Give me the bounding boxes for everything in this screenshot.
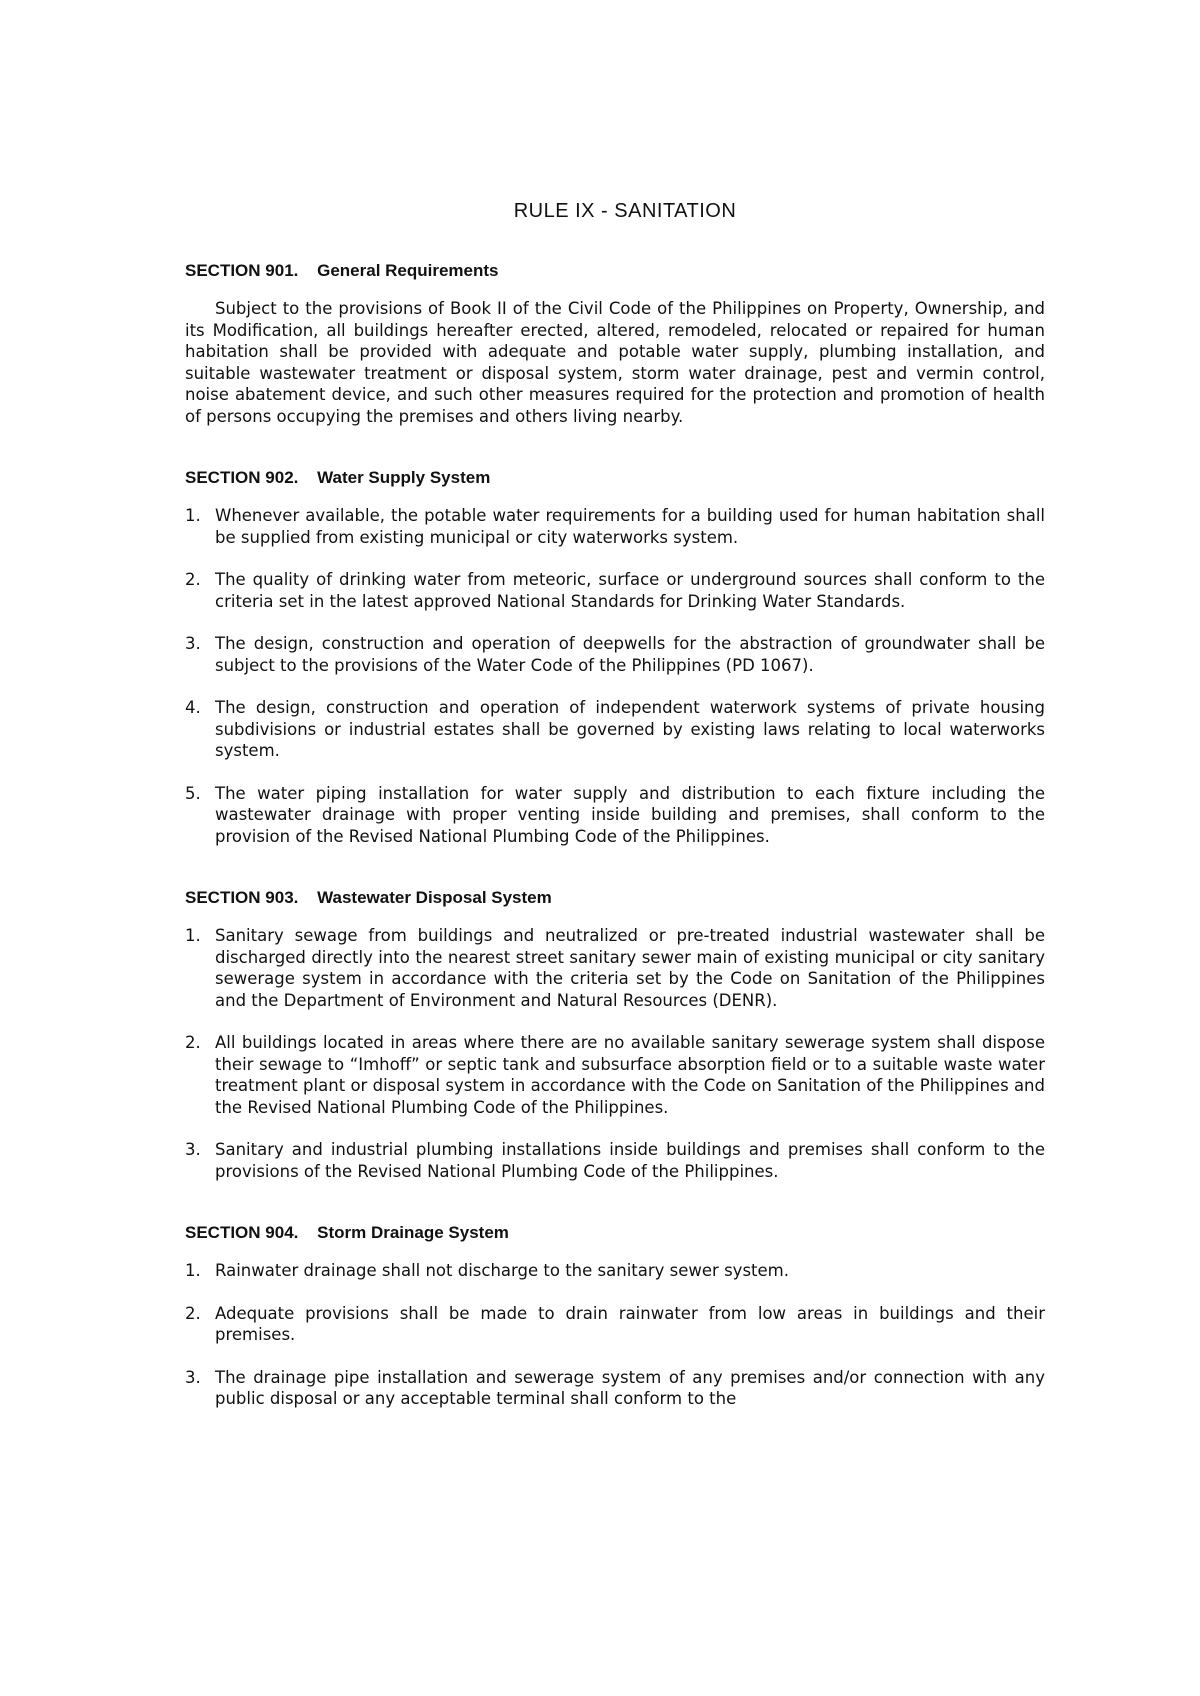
numbered-list [185,505,1045,847]
list-item [185,1032,1045,1118]
section-heading [185,468,1045,488]
list-item [185,1139,1045,1182]
list-item [185,569,1045,612]
document-page [185,200,1045,1451]
section-number: SECTION 904. [185,1223,299,1242]
list-item [185,1367,1045,1410]
section-title: Water Supply System [317,468,491,487]
list-marker: 2. [185,1033,201,1052]
list-item [185,633,1045,676]
numbered-list [185,925,1045,1182]
list-marker: 5. [185,783,201,803]
list-marker: 3. [185,1140,201,1159]
list-item [185,697,1045,762]
section-number: SECTION 901. [185,261,299,280]
list-item-text: The quality of drinking water from meteoric, surface or underground sources shall conform to the criteria set in the latest approved National Standards for Drinking Water Standards. [215,570,1045,611]
list-item-text: All buildings located in areas where there are no available sanitary sewerage system shall dispose their sewage to “Imhoff” or septic tank and subsurface absorption field or to a suitable waste water treatment plant or disposal system in accordance with the Code on Sanitation of the Philippines and the Revised National Plumbing Code of the Philippines. [215,1033,1045,1117]
list-item [185,925,1045,1011]
section-903 [185,888,1045,1182]
section-902 [185,468,1045,847]
page-title: RULE IX - SANITATION [513,200,737,222]
section-title: Wastewater Disposal System [317,888,552,907]
list-marker: 2. [185,570,201,589]
list-marker: 4. [185,698,201,717]
section-title: General Requirements [317,261,499,280]
list-marker: 3. [185,1367,201,1387]
list-marker: 1. [185,926,201,945]
section-901 [185,261,1045,427]
list-item [185,1303,1045,1346]
list-item-text: The design, construction and operation of deepwells for the abstraction of groundwater shall be subject to the provisions of the Water Code of the Philippines (PD 1067). [215,634,1045,675]
section-number: SECTION 903. [185,888,299,907]
list-item-text: Sanitary and industrial plumbing installations inside buildings and premises shall conform to the provisions of the Revised National Plumbing Code of the Philippines. [215,1140,1045,1181]
list-marker: 2. [185,1303,201,1323]
numbered-list [185,1260,1045,1410]
list-item-text: Rainwater drainage shall not discharge to the sanitary sewer system. [215,1261,789,1280]
list-item-text: The design, construction and operation of independent waterwork systems of private housing subdivisions or industrial estates shall be governed by existing laws relating to local waterworks system. [215,698,1045,760]
list-item [185,783,1045,848]
section-number: SECTION 902. [185,468,299,487]
list-item-text: Sanitary sewage from buildings and neutralized or pre-treated industrial wastewater shall be discharged directly into the nearest street sanitary sewer main of existing municipal or city sanitary sewerage system in accordance with the criteria set by the Code on Sanitation of the Philippines and the Department of Environment and Natural Resources (DENR). [215,926,1045,1010]
list-marker: 1. [185,1261,201,1280]
list-marker: 1. [185,506,201,525]
section-heading [185,888,1045,908]
section-title: Storm Drainage System [317,1223,509,1242]
list-item-text: Whenever available, the potable water requirements for a building used for human habitation shall be supplied from existing municipal or city waterworks system. [215,506,1045,547]
list-item-text: Adequate provisions shall be made to drain rainwater from low areas in buildings and their premises. [215,1303,1045,1344]
list-item-text: The water piping installation for water supply and distribution to each fixture including the wastewater drainage with proper venting inside building and premises, shall conform to the provision of the Revised National Plumbing Code of the Philippines. [215,783,1045,846]
list-item [185,1260,1045,1282]
section-paragraph: Subject to the provisions of Book II of the Civil Code of the Philippines on Property, Ownership, and its Modification, all buildings hereafter erected, altered, remodeled, relocated or repaired for human habitation shall be provided with adequate and potable water supply, plumbing installation, and suitable wastewater treatment or disposal system, storm water drainage, pest and vermin control, noise abatement device, and such other measures required for the protection and promotion of health of persons occupying the premises and others living nearby. [185,299,1045,426]
section-heading [185,261,1045,281]
section-heading [185,1223,1045,1243]
list-item [185,505,1045,548]
list-item-text: The drainage pipe installation and sewerage system of any premises and/or connection with any public disposal or any acceptable terminal shall conform to the [215,1367,1045,1408]
section-904 [185,1223,1045,1410]
list-marker: 3. [185,634,201,653]
